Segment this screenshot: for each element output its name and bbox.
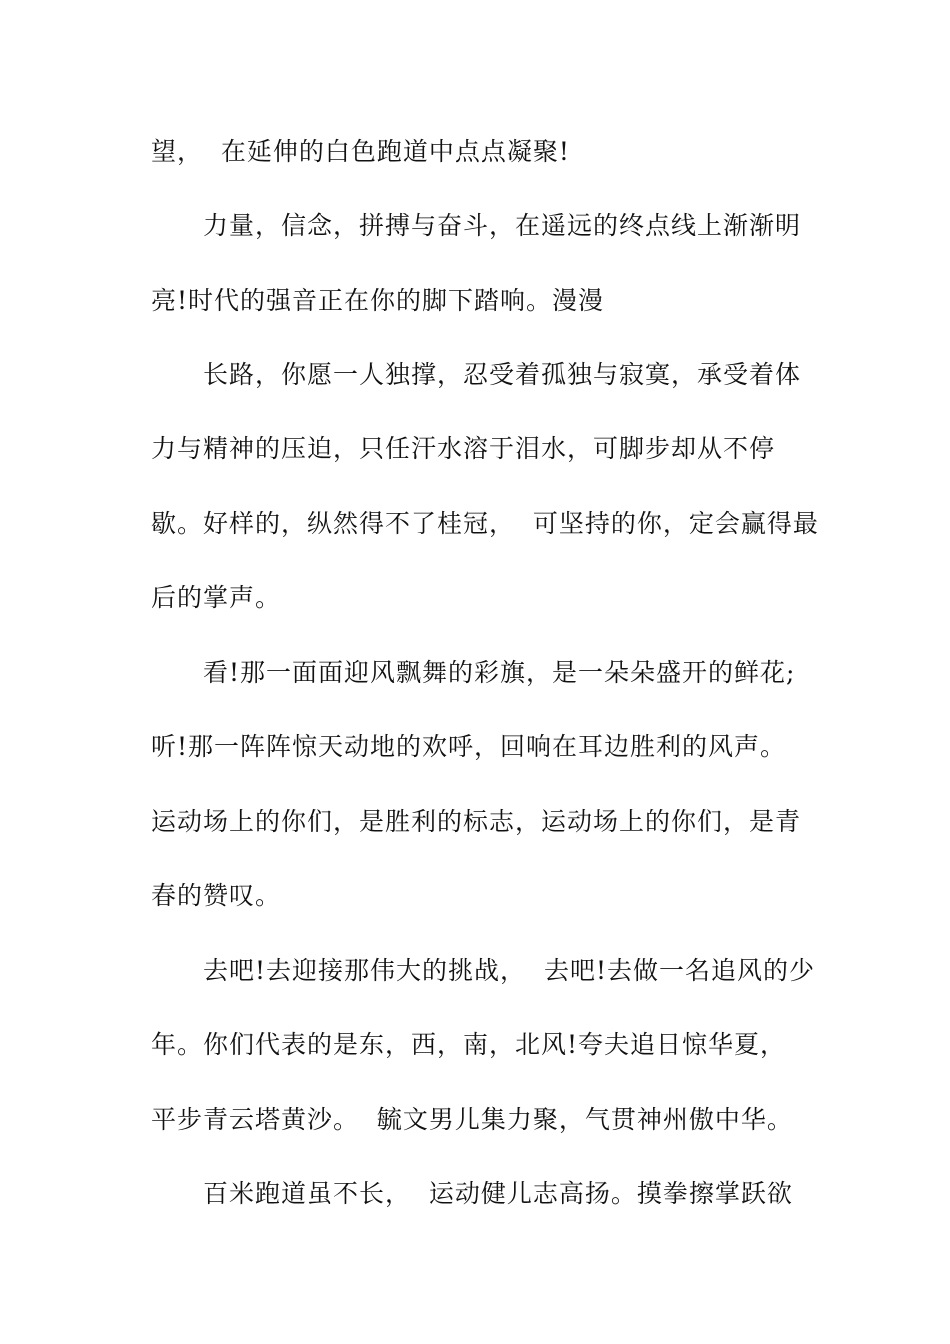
text-line-7: 后的掌声。 xyxy=(151,583,282,612)
text-line-14: 平步青云塔黄沙。 毓文男儿集力聚，气贯神州傲中华。 xyxy=(151,1105,793,1134)
text-line-13: 年。你们代表的是东，西，南，北风!夸夫追日惊华夏， xyxy=(151,1030,787,1059)
text-line-10: 运动场上的你们，是胜利的标志，运动场上的你们，是青 xyxy=(151,807,802,836)
text-line-15: 百米跑道虽不长， 运动健儿志高扬。摸拳擦掌跃欲 xyxy=(203,1179,793,1208)
text-line-11: 春的赞叹。 xyxy=(151,881,282,910)
text-line-6: 歇。好样的，纵然得不了桂冠， 可坚持的你，定会赢得最 xyxy=(151,509,819,538)
text-line-8: 看!那一面面迎风飘舞的彩旗，是一朵朵盛开的鲜花; xyxy=(203,658,796,687)
text-line-9: 听!那一阵阵惊天动地的欢呼，回响在耳边胜利的风声。 xyxy=(151,732,787,761)
text-line-3: 亮!时代的强音正在你的脚下踏响。漫漫 xyxy=(151,286,605,315)
text-line-4: 长路，你愿一人独撑，忍受着孤独与寂寞，承受着体 xyxy=(203,360,802,389)
text-line-2: 力量，信念，拼搏与奋斗，在遥远的终点线上渐渐明 xyxy=(203,211,802,240)
text-line-12: 去吧!去迎接那伟大的挑战， 去吧!去做一名追风的少 xyxy=(203,956,815,985)
text-line-1: 望， 在延伸的白色跑道中点点凝聚! xyxy=(151,137,570,166)
text-line-5: 力与精神的压迫，只任汗水溶于泪水，可脚步却从不停 xyxy=(151,434,776,463)
